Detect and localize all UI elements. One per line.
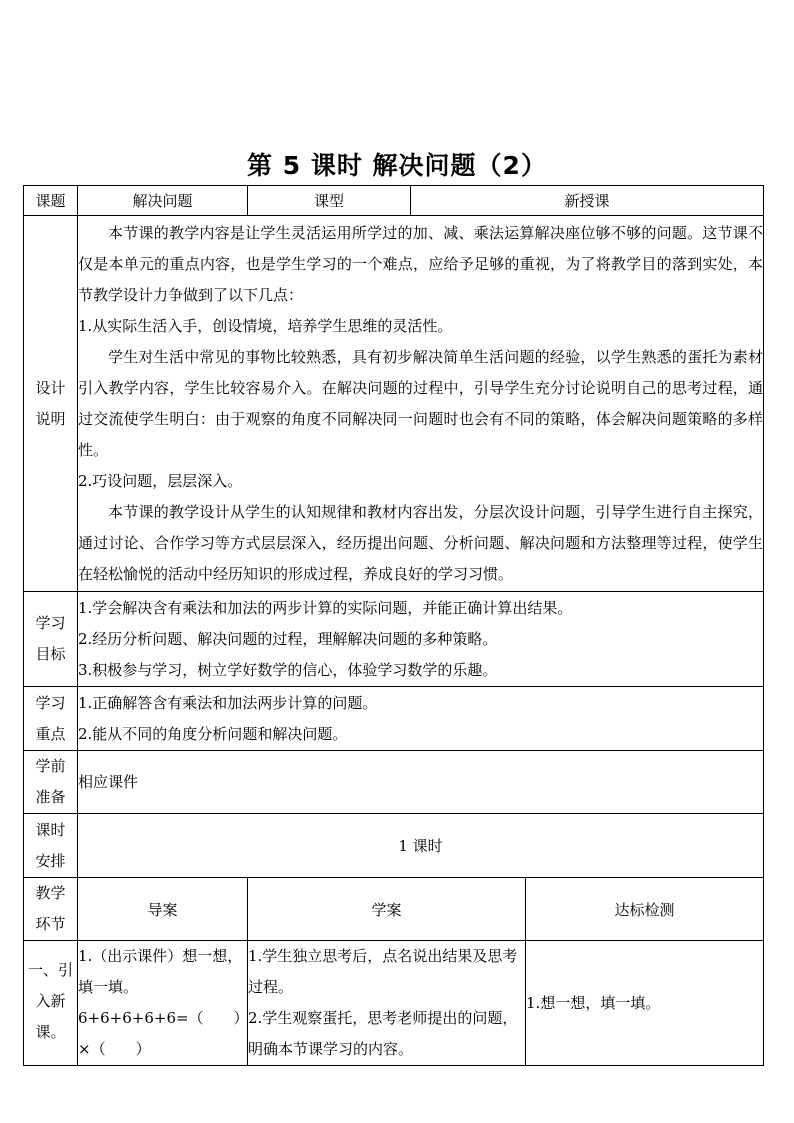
goal-item: 3.积极参与学习，树立学好数学的信心，体验学习数学的乐趣。 — [78, 660, 498, 679]
prep-value: 相应课件 — [78, 751, 764, 814]
design-paragraph: 学生对生活中常见的事物比较熟悉，具有初步解决简单生活问题的经验，以学生熟悉的蛋托为素材引入教学内容，学生比较容易介入。在解决问题的过程中，引导学生充分讨论说明自己的思考过程，通过交流使学生明白：由于观察的角度不同解决同一问题时也会有不同的策略，体会解决问题策略的多样性。 — [78, 347, 764, 459]
focus-list — [78, 687, 764, 751]
label-intro-text: 一、引 入新 课。 — [27, 961, 73, 1041]
design-paragraph: 本节课的教学设计从学生的认知规律和教材内容出发，分层次设计问题，引导学生进行自主探究，通过讨论、合作学习等方式层层深入，经历提出问题、分析问题、解决问题和方法整理等过程，使学生在轻松愉悦的活动中经历知识的形成过程，养成良好的学习习惯。 — [78, 502, 764, 583]
design-point: 1.从实际生活入手，创设情境，培养学生思维的灵活性。 — [78, 316, 453, 335]
table-row-intro — [24, 941, 764, 1066]
goals-list — [78, 592, 764, 687]
table-row-schedule — [24, 814, 764, 878]
intro-study — [248, 941, 526, 1066]
focus-item: 2.能从不同的角度分析问题和解决问题。 — [78, 724, 348, 743]
focus-item: 1.正确解答含有乘法和加法两步计算的问题。 — [78, 693, 378, 712]
study-item: 2.学生观察蛋托，思考老师提出的问题，明确本节课学习的内容。 — [248, 1009, 518, 1058]
guide-item: 1.（出示课件）想一想，填一填。 — [78, 947, 243, 996]
label-focus-text: 学习 重点 — [35, 693, 66, 743]
label-prep — [24, 751, 78, 814]
intro-guide — [78, 941, 248, 1066]
table-row-prep — [24, 751, 764, 814]
guide-item: 6+6+6+6+6=（ ）×（ ） — [78, 1009, 242, 1058]
table-row-design — [24, 216, 764, 592]
table-row-focus — [24, 687, 764, 751]
goal-item: 1.学会解决含有乘法和加法的两步计算的实际问题，并能正确计算出结果。 — [78, 598, 573, 617]
table-row-stages-header — [24, 878, 764, 941]
label-focus — [24, 687, 78, 751]
type-value: 新授课 — [411, 186, 764, 216]
study-item: 1.学生独立思考后，点名说出结果及思考过程。 — [248, 947, 518, 996]
schedule-value: 1 课时 — [78, 814, 764, 878]
label-schedule-text: 课时 安排 — [35, 820, 66, 870]
table-row-topic — [24, 186, 764, 216]
label-design — [24, 216, 78, 592]
label-topic: 课题 — [24, 186, 78, 216]
design-description — [78, 216, 764, 592]
label-stages — [24, 878, 78, 941]
table-row-goals — [24, 592, 764, 687]
label-goals-text: 学习 目标 — [35, 614, 66, 663]
col-guide: 导案 — [78, 878, 248, 941]
label-goals — [24, 592, 78, 687]
lesson-plan-table — [23, 185, 764, 1066]
label-stages-text: 教学 环节 — [35, 884, 66, 933]
goal-item: 2.经历分析问题、解决问题的过程，理解解决问题的多种策略。 — [78, 629, 498, 648]
design-paragraph: 本节课的教学内容是让学生灵活运用所学过的加、减、乘法运算解决座位够不够的问题。这节课不仅是本单元的重点内容，也是学生学习的一个难点，应给予足够的重视，为了将教学目的落到实处，本节教学设计力争做到了以下几点： — [78, 223, 764, 304]
label-schedule — [24, 814, 78, 878]
label-intro — [24, 941, 78, 1066]
col-check: 达标检测 — [526, 878, 764, 941]
page-title: 第 5 课时 解决问题（2） — [247, 151, 547, 180]
intro-check: 1.想一想，填一填。 — [526, 941, 764, 1066]
col-study: 学案 — [248, 878, 526, 941]
label-type: 课型 — [248, 186, 411, 216]
label-prep-text: 学前 准备 — [35, 757, 66, 806]
design-point: 2.巧设问题，层层深入。 — [78, 471, 243, 490]
label-design-text: 设计 说明 — [35, 378, 66, 428]
topic-value: 解决问题 — [78, 186, 248, 216]
